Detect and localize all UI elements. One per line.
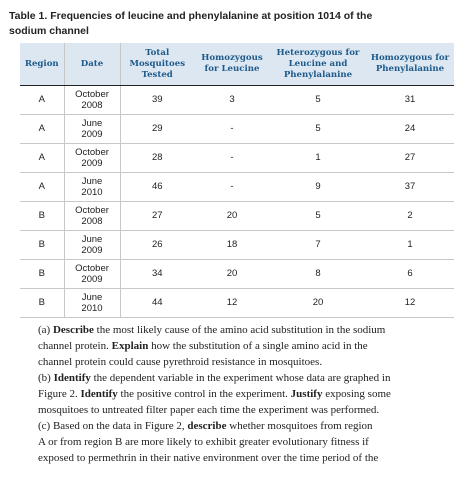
frequency-table (20, 43, 454, 318)
table-caption (9, 9, 389, 39)
question-a-line-2 (38, 338, 450, 354)
header-heterozygous: Heterozygous for Leucine and Phenylalanine (270, 43, 366, 86)
cell-het: 1 (270, 144, 366, 173)
question-text-span: the most likely cause of the amino acid substitution in the sodium (93, 324, 386, 336)
cell-hom-leu: - (194, 144, 270, 173)
question-c-prefix: (c) Based on the data in Figure 2, (38, 420, 188, 432)
cell-het: 5 (270, 115, 366, 144)
question-c-line-3: exposed to permethrin in their native environment over the time period of the (38, 452, 379, 464)
cell-date (64, 260, 120, 289)
cell-hom-phe: 1 (366, 231, 454, 260)
cell-hom-leu: 20 (194, 260, 270, 289)
cell-hom-phe: 24 (366, 115, 454, 144)
question-a-line-1 (38, 322, 450, 338)
question-text-span: whether mosquitoes from region (226, 420, 373, 432)
cell-date (64, 289, 120, 318)
date-year: 2009 (81, 245, 103, 256)
cell-hom-phe: 12 (366, 289, 454, 318)
cell-date (64, 144, 120, 173)
cell-hom-phe: 31 (404, 94, 416, 106)
cell-hom-phe: 6 (366, 260, 454, 289)
date-month: June (81, 291, 103, 303)
question-text-span: how the substitution of a single amino acid in the (148, 340, 368, 352)
cell-date (64, 231, 120, 260)
cell-het: 5 (270, 202, 366, 231)
cell-hom-leu: - (194, 115, 270, 144)
table-header-row (20, 43, 454, 86)
date-month: October (75, 262, 109, 274)
header-date: Date (64, 43, 120, 86)
keyword: Identify (80, 388, 118, 400)
question-b-line-3: mosquitoes to untreated filter paper each time the experiment was performed. (38, 404, 380, 416)
cell-total: 28 (120, 144, 194, 173)
header-region: Region (20, 43, 64, 86)
date-month: October (75, 204, 109, 216)
question-b-line-2 (38, 386, 450, 402)
cell-region: B (20, 231, 64, 260)
question-text-span: the dependent variable in the experiment whose data are graphed in (90, 372, 391, 384)
date-month: June (81, 175, 103, 187)
cell-date (64, 202, 120, 231)
date-year: 2010 (81, 187, 103, 198)
cell-region: A (20, 144, 64, 173)
cell-region: A (20, 86, 64, 115)
date-month: June (81, 233, 103, 245)
cell-het: 7 (270, 231, 366, 260)
keyword: Explain (111, 340, 149, 352)
header-homozygous-leucine: Homozygous for Leucine (194, 43, 270, 86)
question-text-span: Figure 2. (38, 388, 81, 400)
date-year: 2008 (81, 216, 103, 227)
cell-het: 5 (315, 94, 321, 106)
cell-total: 34 (120, 260, 194, 289)
caption-line-1: Table 1. Frequencies of leucine and phenylalanine at position 1014 of the (9, 10, 373, 22)
cell-total: 44 (120, 289, 194, 318)
date-month: October (75, 146, 109, 158)
header-homozygous-phenylalanine: Homozygous for Phenylalanine (366, 43, 454, 86)
header-total: Total Mosquitoes Tested (120, 43, 194, 86)
question-text (38, 322, 450, 466)
date-month: June (81, 117, 103, 129)
table-row (20, 86, 454, 115)
cell-total: 29 (120, 115, 194, 144)
cell-region: B (20, 289, 64, 318)
table-row (20, 231, 454, 260)
cell-hom-leu: 20 (194, 202, 270, 231)
cell-total: 46 (120, 173, 194, 202)
question-b-prefix: (b) (38, 372, 54, 384)
keyword: Identify (53, 372, 91, 384)
table-row (20, 260, 454, 289)
question-c-line-1 (38, 418, 450, 434)
cell-region: B (20, 202, 64, 231)
question-text-span: the positive control in the experiment. (117, 388, 291, 400)
date-year: 2010 (81, 303, 103, 314)
keyword: describe (187, 420, 227, 432)
cell-total: 26 (120, 231, 194, 260)
cell-het: 8 (270, 260, 366, 289)
table-row (20, 144, 454, 173)
question-text-span: channel protein. (38, 340, 112, 352)
cell-total: 27 (120, 202, 194, 231)
question-c-line-2: A or from region B are more likely to exhibit greater evolutionary fitness if (38, 436, 369, 448)
table-row (20, 173, 454, 202)
cell-hom-phe: 27 (366, 144, 454, 173)
date-month: October (75, 88, 109, 100)
question-a-prefix: (a) (38, 324, 53, 336)
cell-hom-leu: 18 (194, 231, 270, 260)
keyword: Justify (290, 388, 323, 400)
date-year: 2008 (81, 100, 103, 111)
cell-het: 9 (270, 173, 366, 202)
cell-region: A (20, 173, 64, 202)
date-year: 2009 (81, 129, 103, 140)
cell-hom-phe: 2 (366, 202, 454, 231)
date-year: 2009 (81, 158, 103, 169)
keyword: Describe (52, 324, 94, 336)
caption-line-2: sodium channel (9, 25, 89, 37)
cell-region: A (20, 115, 64, 144)
question-a-line-3: channel protein could cause pyrethroid resistance in mosquitoes. (38, 356, 323, 368)
date-year: 2009 (81, 274, 103, 285)
cell-total: 39 (151, 94, 163, 106)
question-b-line-1 (38, 370, 450, 386)
cell-hom-leu: - (194, 173, 270, 202)
cell-hom-leu: 12 (194, 289, 270, 318)
cell-hom-leu: 3 (229, 94, 235, 106)
cell-date (64, 115, 120, 144)
question-text-span: exposing some (322, 388, 391, 400)
cell-region: B (20, 260, 64, 289)
cell-date (64, 86, 120, 115)
table-row (20, 289, 454, 318)
cell-hom-phe: 37 (366, 173, 454, 202)
cell-het: 20 (270, 289, 366, 318)
table-row (20, 202, 454, 231)
table-row (20, 115, 454, 144)
cell-date (64, 173, 120, 202)
